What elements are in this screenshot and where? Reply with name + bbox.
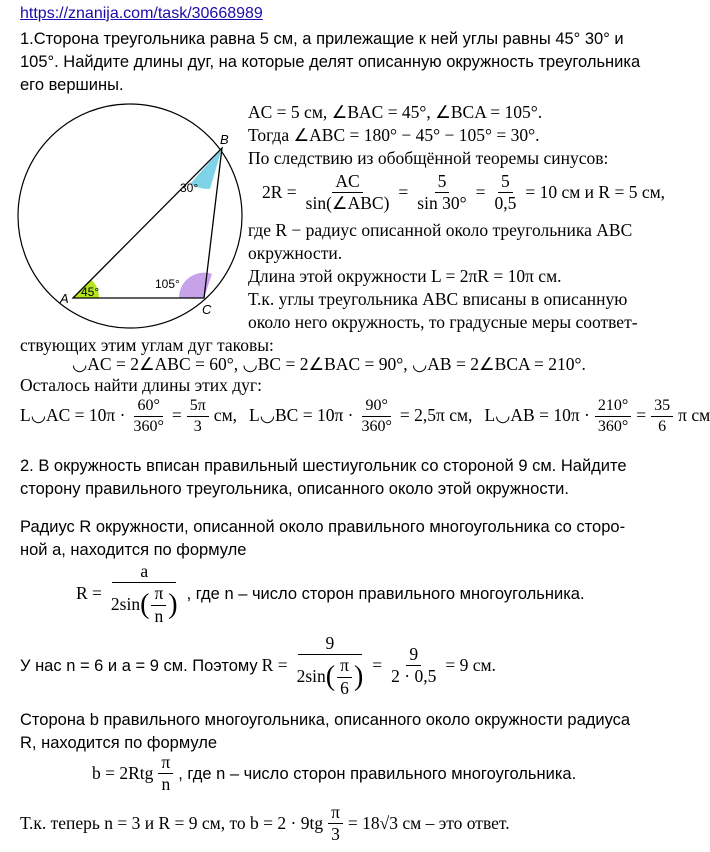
problem2-title-line1: 2. В окружность вписан правильный шестиугольник со стороной 9 см. Найдите bbox=[20, 457, 627, 475]
radius-formula: R = a 2sin ( $\frac{\pi}{n}$ ) , где n – число сторон правильного многоугольника. bbox=[76, 561, 585, 626]
b-num: π bbox=[158, 753, 173, 774]
final-num: π bbox=[328, 803, 343, 824]
problem1-title-line2: 105°. Найдите длины дуг, на которые делят описанную окружность треугольника bbox=[20, 53, 641, 71]
sine-den3: 0,5 bbox=[494, 193, 517, 214]
calc-num: 9 bbox=[298, 634, 363, 655]
side-line2: R, находится по формуле bbox=[20, 734, 218, 752]
circumscribed-circle bbox=[18, 104, 242, 328]
label-a: A bbox=[60, 291, 69, 306]
inscribed-line2: около него окружность, то градусные меры соответ- bbox=[248, 312, 638, 332]
formula-den-pre: 2sin bbox=[110, 594, 141, 615]
problem1-title-line1: 1.Сторона треугольника равна 5 см, а прилежащие к ней углы равны 45° 30° и bbox=[20, 30, 624, 48]
angle-b-label: 30° bbox=[180, 181, 199, 195]
l2-den: 360° bbox=[361, 417, 392, 435]
final-pre: Т.к. теперь n = 3 и R = 9 см, то b = 2 · 9tg bbox=[20, 813, 324, 833]
length-line: Длина этой окружности L = 2πR = 10π см. bbox=[248, 266, 562, 286]
problem2-title-line2: сторону правильного треугольника, описанного около этой окружности. bbox=[20, 480, 569, 498]
sine-num2: 5 bbox=[435, 172, 450, 193]
where-line2: окружности. bbox=[248, 243, 343, 263]
l3-den2: 6 bbox=[658, 417, 667, 435]
radius-line1: Радиус R окружности, описанной около правильного многоугольника со сторо- bbox=[20, 518, 626, 536]
l3-num2: 35 bbox=[651, 397, 673, 417]
source-link[interactable]: https://znanija.com/task/30668989 bbox=[20, 5, 263, 22]
sine-lhs: 2R = bbox=[262, 182, 297, 202]
calc-den-den: 6 bbox=[340, 677, 349, 698]
calc-num2: 9 bbox=[406, 645, 421, 666]
l3-lhs: L◡AB = 10π · bbox=[484, 405, 590, 426]
l3-den: 360° bbox=[597, 417, 629, 435]
formula-den-num: π bbox=[151, 584, 166, 605]
given-line: AC = 5 см, ∠BAC = 45°, ∠BCA = 105°. bbox=[248, 102, 543, 122]
calc-line: У нас n = 6 и a = 9 см. Поэтому R = 9 2sin ( $\frac{\pi}{6}$ ) = $\frac{9}{2 \cdot 0,5}$ = 9 см. bbox=[20, 633, 496, 698]
l2-rest: = 2,5π см, bbox=[399, 405, 473, 426]
final-answer bbox=[20, 803, 510, 845]
calc-den2: 2 · 0,5 bbox=[391, 666, 437, 687]
then-line: Тогда ∠ABC = 180° − 45° − 105° = 30°. bbox=[248, 125, 540, 145]
sine-den1: sin(∠ABC) bbox=[305, 193, 390, 214]
calc-den-pre: 2sin bbox=[296, 666, 326, 687]
formula-lhs: R = bbox=[76, 583, 102, 604]
radius-line2: ной a, находится по формуле bbox=[20, 541, 247, 559]
calc-lhs: R = bbox=[261, 655, 288, 676]
final-post: = 18√3 см – это ответ. bbox=[347, 813, 510, 833]
b-den: n bbox=[161, 774, 171, 795]
sine-den2: sin 30° bbox=[417, 193, 467, 214]
formula-note: , где n – число сторон правильного многоугольника. bbox=[186, 584, 585, 603]
problem1-title-line3: его вершины. bbox=[20, 76, 124, 94]
we-have: У нас n = 6 и a = 9 см. Поэтому bbox=[20, 656, 258, 675]
formula-num: a bbox=[112, 562, 176, 583]
inscribed-line3: ствующих этим углам дуг таковы: bbox=[20, 335, 274, 355]
b-note: , где n – число сторон правильного многоугольника. bbox=[178, 764, 577, 783]
l3-unit: π см bbox=[678, 405, 710, 426]
inscribed-line1: Т.к. углы треугольника ABC вписаны в описанную bbox=[248, 289, 628, 309]
l2-lhs: L◡BC = 10π · bbox=[249, 405, 354, 426]
final-den: 3 bbox=[331, 824, 340, 845]
l3-num: 210° bbox=[595, 397, 631, 417]
corollary-line: По следствию из обобщённой теоремы синусов: bbox=[248, 148, 609, 168]
side-line1: Сторона b правильного многоугольника, описанного около окружности радиуса bbox=[20, 711, 631, 729]
label-b: B bbox=[220, 132, 229, 147]
sine-num1: AC bbox=[332, 172, 362, 193]
remaining-line: Осталось найти длины этих дуг: bbox=[20, 375, 262, 395]
sine-num3: 5 bbox=[498, 172, 513, 193]
sine-formula: 2R = $\frac{AC}{\text{sin(∠ABC)}}$ = $\frac{5}{\sin 30^\circ}$ = $\frac{5}{0,5}$ = 10 см и R = 5 см, bbox=[262, 171, 666, 214]
arcs-line: ◡AC = 2∠ABC = 60°, ◡BC = 2∠BAC = 90°, ◡AB = 2∠BCA = 210°. bbox=[72, 354, 586, 374]
calc-result: = 9 см. bbox=[445, 655, 496, 676]
angle-a-label: 45° bbox=[81, 285, 100, 299]
l2-num: 90° bbox=[362, 397, 390, 417]
label-c: C bbox=[202, 302, 212, 317]
triangle-figure bbox=[14, 100, 246, 332]
angle-c-label: 105° bbox=[155, 277, 180, 291]
l1-num2: 5π bbox=[187, 397, 209, 417]
where-line1: где R − радиус описанной около треугольника ABC bbox=[248, 220, 633, 240]
l1-lhs: L◡AC = 10π · bbox=[20, 405, 126, 426]
sine-result: = 10 см и R = 5 см, bbox=[525, 182, 666, 202]
l1-unit: см, bbox=[213, 405, 238, 426]
arc-lengths: L◡AC = 10π · $\frac{60^\circ}{360^\circ}$ = $\frac{5\pi}{3}$ см, L◡BC = 10π · $\frac{90^\circ}{360^\circ}$ = 2,5π см, L◡AB = 10π · $\frac{210^\circ}{360^\circ}$ = $\frac{35}{6}$ π см bbox=[20, 397, 710, 435]
calc-den-num: π bbox=[337, 656, 352, 677]
b-lhs: b = 2Rtg bbox=[92, 763, 154, 783]
side-formula bbox=[92, 753, 576, 795]
l1-num: 60° bbox=[134, 397, 162, 417]
l1-den2: 3 bbox=[193, 417, 202, 435]
l1-den: 360° bbox=[133, 417, 164, 435]
formula-den-den: n bbox=[154, 605, 164, 626]
